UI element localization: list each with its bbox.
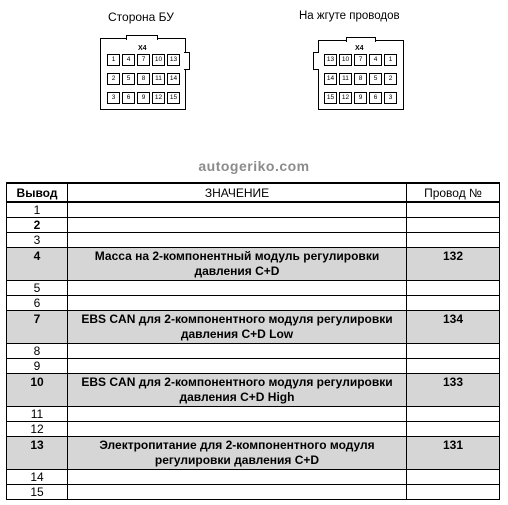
pin-cell: 7 [7, 311, 68, 344]
table-row [7, 422, 500, 437]
connector-pin: 6 [122, 92, 135, 104]
pin-cell: 11 [7, 407, 68, 422]
wire-cell [407, 422, 500, 437]
table-row [7, 296, 500, 311]
connector-pin: 15 [324, 92, 337, 104]
connector-pin: 14 [324, 73, 337, 85]
wire-cell: 132 [407, 248, 500, 281]
connector-pin: 13 [324, 54, 337, 66]
value-cell [68, 281, 407, 296]
wire-cell [407, 485, 500, 500]
connector-pin: 12 [339, 92, 352, 104]
connector-latch [126, 35, 158, 40]
pinout-table [6, 182, 500, 500]
watermark: autogeriko.com [198, 158, 310, 174]
table-body [7, 202, 500, 500]
value-cell [68, 422, 407, 437]
header-value: ЗНАЧЕНИЕ [68, 183, 407, 202]
table-row [7, 218, 500, 233]
value-cell [68, 296, 407, 311]
wire-cell [407, 218, 500, 233]
connector-pin: 3 [384, 92, 397, 104]
pin-cell: 1 [7, 202, 68, 218]
harness-side-connector [318, 40, 408, 112]
wire-cell: 131 [407, 437, 500, 470]
wire-cell [407, 407, 500, 422]
table-row [7, 311, 500, 344]
connector-pin: 5 [369, 73, 382, 85]
connector-latch [346, 37, 376, 42]
connector-pin: 6 [369, 92, 382, 104]
connector-pin: 11 [339, 73, 352, 85]
table-row [7, 233, 500, 248]
table-row [7, 485, 500, 500]
connector-side-tab [313, 52, 319, 70]
value-cell: EBS CAN для 2-компонентного модуля регулировки давления C+D High [68, 374, 407, 407]
pin-cell: 2 [7, 218, 68, 233]
connector-pin: 13 [167, 54, 180, 66]
connector-pin: 4 [122, 54, 135, 66]
value-cell: Электропитание для 2-компонентного модуля регулировки давления C+D [68, 437, 407, 470]
connector-pin: 14 [167, 73, 180, 85]
connector-side-tab [184, 52, 190, 70]
table-row [7, 248, 500, 281]
table-row [7, 437, 500, 470]
connector-pin: 3 [107, 92, 120, 104]
connector-label: X4 [355, 45, 364, 52]
pin-cell: 8 [7, 344, 68, 359]
table-row [7, 407, 500, 422]
connector-label: X4 [138, 45, 147, 52]
connector-pin: 2 [107, 73, 120, 85]
value-cell [68, 485, 407, 500]
connector-pin: 9 [354, 92, 367, 104]
pin-cell: 13 [7, 437, 68, 470]
ecu-side-title: Сторона БУ [108, 10, 174, 24]
connector-pin: 12 [152, 92, 165, 104]
table-row [7, 281, 500, 296]
pin-cell: 3 [7, 233, 68, 248]
wire-cell: 133 [407, 374, 500, 407]
value-cell: EBS CAN для 2-компонентного модуля регулировки давления C+D Low [68, 311, 407, 344]
pin-cell: 14 [7, 470, 68, 485]
connector-pin: 10 [339, 54, 352, 66]
table-row [7, 374, 500, 407]
connector-pin: 5 [122, 73, 135, 85]
wire-cell [407, 470, 500, 485]
header-pin: Вывод [7, 183, 68, 202]
connector-pin: 1 [107, 54, 120, 66]
connector-pin: 11 [152, 73, 165, 85]
value-cell [68, 359, 407, 374]
value-cell [68, 233, 407, 248]
pin-cell: 12 [7, 422, 68, 437]
harness-side-title: На жгуте проводов [299, 10, 400, 22]
connector-pin: 7 [137, 54, 150, 66]
value-cell: Масса на 2-компонентный модуль регулировки давления C+D [68, 248, 407, 281]
connector-pin: 7 [354, 54, 367, 66]
table-row [7, 359, 500, 374]
table-header-row [7, 183, 500, 202]
wire-cell [407, 233, 500, 248]
table-row [7, 202, 500, 218]
pin-cell: 9 [7, 359, 68, 374]
wire-cell [407, 281, 500, 296]
wire-cell [407, 202, 500, 218]
value-cell [68, 470, 407, 485]
connector-pin: 9 [137, 92, 150, 104]
wire-cell: 134 [407, 311, 500, 344]
value-cell [68, 218, 407, 233]
connector-pin: 10 [152, 54, 165, 66]
connector-pin: 1 [384, 54, 397, 66]
wire-cell [407, 359, 500, 374]
pin-cell: 6 [7, 296, 68, 311]
connector-pin: 8 [137, 73, 150, 85]
wire-cell [407, 344, 500, 359]
pin-cell: 5 [7, 281, 68, 296]
table-row [7, 344, 500, 359]
ecu-side-connector [100, 38, 190, 110]
value-cell [68, 407, 407, 422]
header-wire: Провод № [407, 183, 500, 202]
pin-cell: 10 [7, 374, 68, 407]
connector-pin: 15 [167, 92, 180, 104]
value-cell [68, 344, 407, 359]
connector-pin: 2 [384, 73, 397, 85]
pin-cell: 4 [7, 248, 68, 281]
value-cell [68, 202, 407, 218]
pin-cell: 15 [7, 485, 68, 500]
connector-pin: 4 [369, 54, 382, 66]
connector-pin: 8 [354, 73, 367, 85]
wire-cell [407, 296, 500, 311]
table-row [7, 470, 500, 485]
